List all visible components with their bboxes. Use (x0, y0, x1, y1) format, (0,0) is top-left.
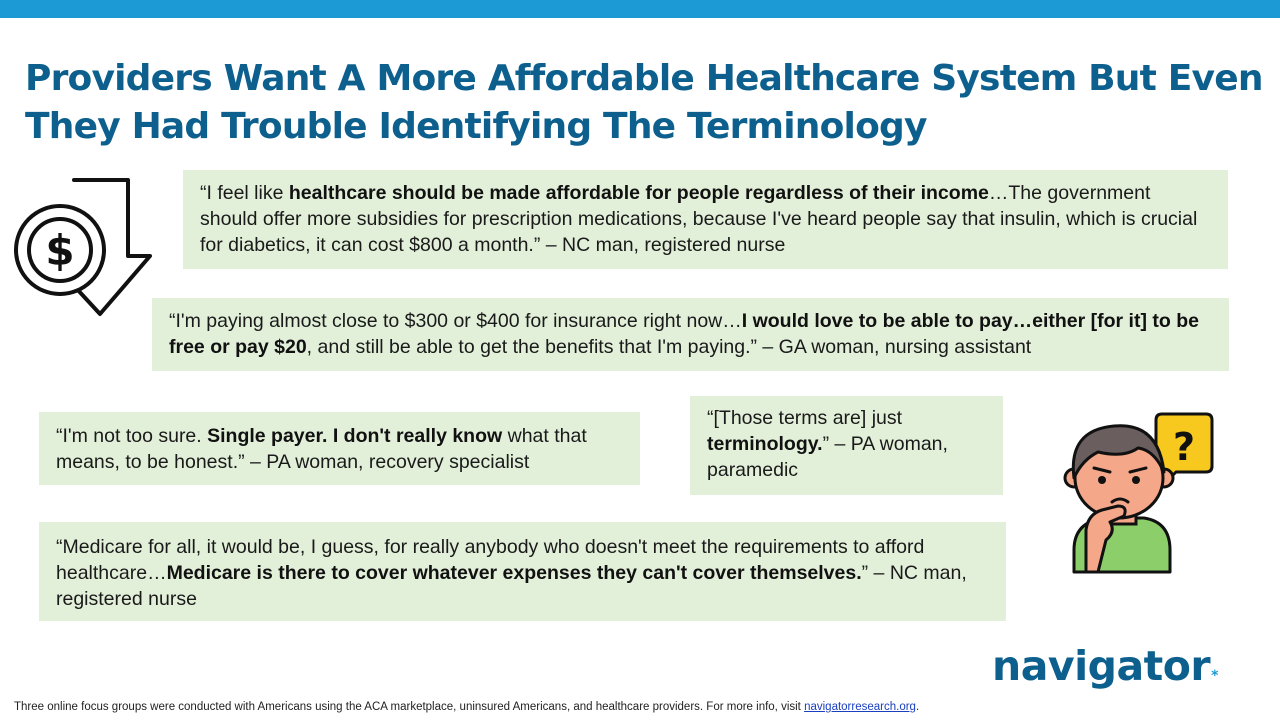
quote-box-2 (152, 298, 1229, 371)
quote-2-text: “I'm paying almost close to $300 or $400 for insurance right now… (169, 310, 742, 332)
logo-text: navigator (992, 642, 1211, 690)
quote-4-attribution: ” – PA woman, paramedic (707, 433, 948, 481)
top-bar (0, 0, 1280, 18)
navigator-logo (992, 640, 1218, 702)
quote-3-text: “I'm not too sure. (56, 425, 208, 447)
quote-2-highlight: I would love to be able to pay…either [for it] to be free or pay $20 (169, 310, 1199, 358)
confused-person-question-icon (1058, 410, 1216, 578)
quote-3-highlight: Single payer. I don't really know (207, 425, 503, 447)
footer-text: Three online focus groups were conducted with Americans using the ACA marketplace, uninsured Americans, and healthcare providers. For more info, visit (14, 701, 805, 713)
quote-4-text: “[Those terms are] just (707, 407, 903, 429)
svg-text:?: ? (1172, 425, 1196, 469)
quote-box-5 (39, 522, 1006, 621)
quote-3-attribution: what that means, to be honest.” – PA woman, recovery specialist (56, 425, 587, 473)
quote-box-4 (690, 396, 1003, 495)
footer-link[interactable]: navigatorresearch.org (804, 701, 916, 713)
footer-note (14, 701, 1274, 713)
quote-5-highlight: Medicare is there to cover whatever expenses they can't cover themselves. (166, 562, 862, 584)
page-title: Providers Want A More Affordable Healthcare System But Even They Had Trouble Identifying The Terminology (25, 58, 1263, 147)
quote-1-text: “I feel like (200, 182, 289, 204)
footer-end: . (915, 701, 920, 713)
quote-5-attribution: ” – NC man, registered nurse (56, 562, 967, 610)
dollar-coin-down-arrow-icon (14, 178, 154, 318)
quote-1-attribution: …The government should offer more subsidies for prescription medications, because I've heard people say that insulin, which is crucial for diabetics, it can cost $800 a month.” – NC man, registered nurse (200, 182, 1198, 256)
quote-1-highlight: healthcare should be made affordable for people regardless of their income (288, 182, 989, 204)
quote-box-1 (183, 170, 1228, 269)
quote-4-highlight: terminology. (707, 433, 823, 455)
quote-5-text: “Medicare for all, it would be, I guess, for really anybody who doesn't meet the requirements to afford healthcare… (56, 536, 925, 584)
svg-text:$: $ (45, 226, 75, 275)
quote-box-3 (39, 412, 640, 485)
logo-star-icon: * (1211, 668, 1218, 684)
quote-2-attribution: , and still be able to get the benefits that I'm paying.” – GA woman, nursing assistant (306, 336, 1032, 358)
